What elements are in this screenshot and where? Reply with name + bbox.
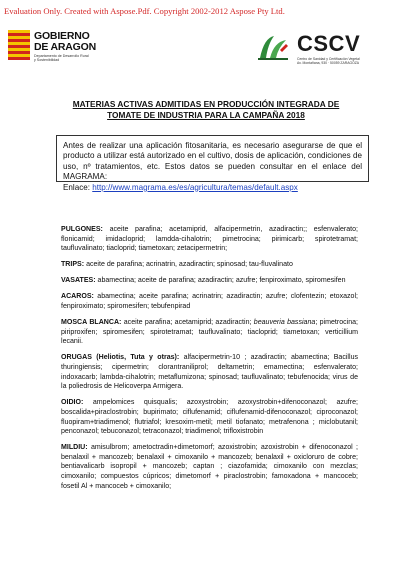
acaros-label: ACAROS:: [61, 293, 94, 301]
mosca-blanca-label: MOSCA BLANCA:: [61, 319, 122, 327]
document-title-line1: MATERIAS ACTIVAS ADMITIDAS EN PRODUCCIÓN INTEGRADA DE: [72, 99, 340, 109]
mosca-blanca-text-after: ; pimetrocina; piriproxifen; spiromesifen; spirotetramat; taufluvalinato; tiacloprid; tiametoxan; verticillium lecanii.: [61, 319, 358, 346]
mildiu-text: amisulbrom; ametoctradin+dimetomorf; azoxistrobin; azoxistrobin + difenoconazol ; benalaxil + mancozeb; benalaxil + cimoxanilo + mancozeb; benalaxil + oxicloruro de cobre; bentiavalicarb isopropil + mancozeb; captan ; ciazofamida; cimoxanilo con mezclas; cimoxanilo; compuestos cúpricos; dimetomorf + piraclostrobin; famoxadona + mancoceb; fosetil Al + mancoceb + cimoxanilo;: [61, 444, 358, 490]
gobierno-aragon-logo: [8, 30, 118, 78]
mildiu-label: MILDIU:: [61, 444, 88, 452]
mildiu-paragraph: [61, 443, 358, 491]
aragon-shield-icon: [8, 30, 30, 60]
magrama-notice-box: [56, 135, 369, 192]
orugas-paragraph: [61, 353, 358, 391]
acaros-text: abamectina; aceite parafina; acrinatrin; azadiractin; azufre; clofentezin; etoxazol; fenpiroximato; spiromesifen; tebufenpirad: [61, 293, 358, 311]
cscv-logo: [254, 28, 404, 78]
aragon-title-line2: DE ARAGON: [34, 41, 96, 53]
pulgones-label: PULGONES:: [61, 226, 103, 233]
evaluation-watermark: Evaluation Only. Created with Aspose.Pdf. Copyright 2002-2012 Aspose Pty Ltd.: [4, 6, 285, 16]
notice-text: Antes de realizar una aplicación fitosanitaria, es necesario asegurarse de que el producto a utilizar está autorizado en el cultivo, dosis de aplicación, condiciones de uso, nº tratamientos, etc. Estos datos se pueden consultar en el enlace del MAGRAMA:: [63, 141, 362, 182]
notice-link-prefix: Enlace:: [63, 182, 93, 192]
mosca-blanca-paragraph: [61, 318, 358, 347]
mosca-blanca-text-before: aceite parafina; acetamiprid; azadiractin;: [121, 319, 254, 327]
notice-link-line: [63, 183, 362, 193]
trips-text: aceite de parafina; acrinatrin, azadiractin; spinosad; tau-fluvalinato: [84, 261, 293, 269]
vasates-paragraph: [61, 276, 358, 286]
cscv-plant-icon: [254, 32, 292, 62]
acaros-paragraph: [61, 292, 358, 311]
oidio-paragraph: [61, 398, 358, 436]
active-substances-list: [61, 225, 358, 498]
aragon-sub-line1: Departamento de Desarrollo Rural: [34, 54, 89, 58]
vasates-label: VASATES:: [61, 277, 96, 285]
pulgones-text: aceite parafina; acetamiprid, alfacipermetrin, azadiractin;; esfenvalerato; flonicamid; imidacloprid; lamdda-cihalotrin; pimetrocina; pirimicarb; spirotetramat; taufluvalinato; tiacloprid; tiametoxan; zetacipermetrin;: [61, 226, 358, 253]
trips-paragraph: [61, 260, 358, 270]
oidio-label: OIDIO:: [61, 399, 84, 407]
pulgones-paragraph: [61, 225, 358, 254]
mosca-blanca-italic: beauveria bassiana: [253, 319, 316, 327]
aragon-sub-line2: y Sostenibilidad: [34, 58, 60, 63]
cscv-sub-line2: Av. Montañana, 930 · 50059 ZARAGOZA: [297, 61, 360, 65]
cscv-title: CSCV: [297, 31, 361, 56]
orugas-text: alfacipermetrin-10 ; azadiractin; abamectina; Bacillus thuringiensis; cipermetrin; clorantraniliprol; deltametrin; emamectina; esfenvalerato; indoxacarb; lambda-cihalotrin; metaflumizona; spinosad; taufluvalinato; tebufenocida; virus de la poliedrosis de Helicoverpa Armigera.: [61, 354, 359, 391]
cscv-sub-line1: Centro de Sanidad y Certificación Vegetal: [297, 57, 360, 61]
oidio-text: ampelomices quisqualis; azoxystrobin; azoxystrobin+difenoconazol; azufre; boscalida+piraclostrobin; bupirimato; ciflufenamid; ciflufenamid-difenoconazol; ciproconazol; fluopiram+triadimenol; flutriafol; kresoxim-metil; metil tiofanato; metrafenona ; miclobutanil; penconazol; tebuconazol; tetraconazol; triadimenol; trifloxistrobin: [61, 399, 358, 436]
document-title-line2: TOMATE DE INDUSTRIA PARA LA CAMPAÑA 2018: [107, 110, 305, 120]
orugas-label: ORUGAS (Heliotis, Tuta y otras):: [61, 354, 180, 362]
trips-label: TRIPS:: [61, 261, 85, 269]
document-title: [56, 99, 356, 121]
aragon-title-line1: GOBIERNO: [34, 30, 90, 42]
magrama-link[interactable]: http://www.magrama.es/es/agricultura/temas/default.aspx: [92, 182, 298, 192]
vasates-text: abamectina; aceite de parafina; azadiractin; azufre; fenpiroximato, spiromesifen: [95, 277, 346, 285]
